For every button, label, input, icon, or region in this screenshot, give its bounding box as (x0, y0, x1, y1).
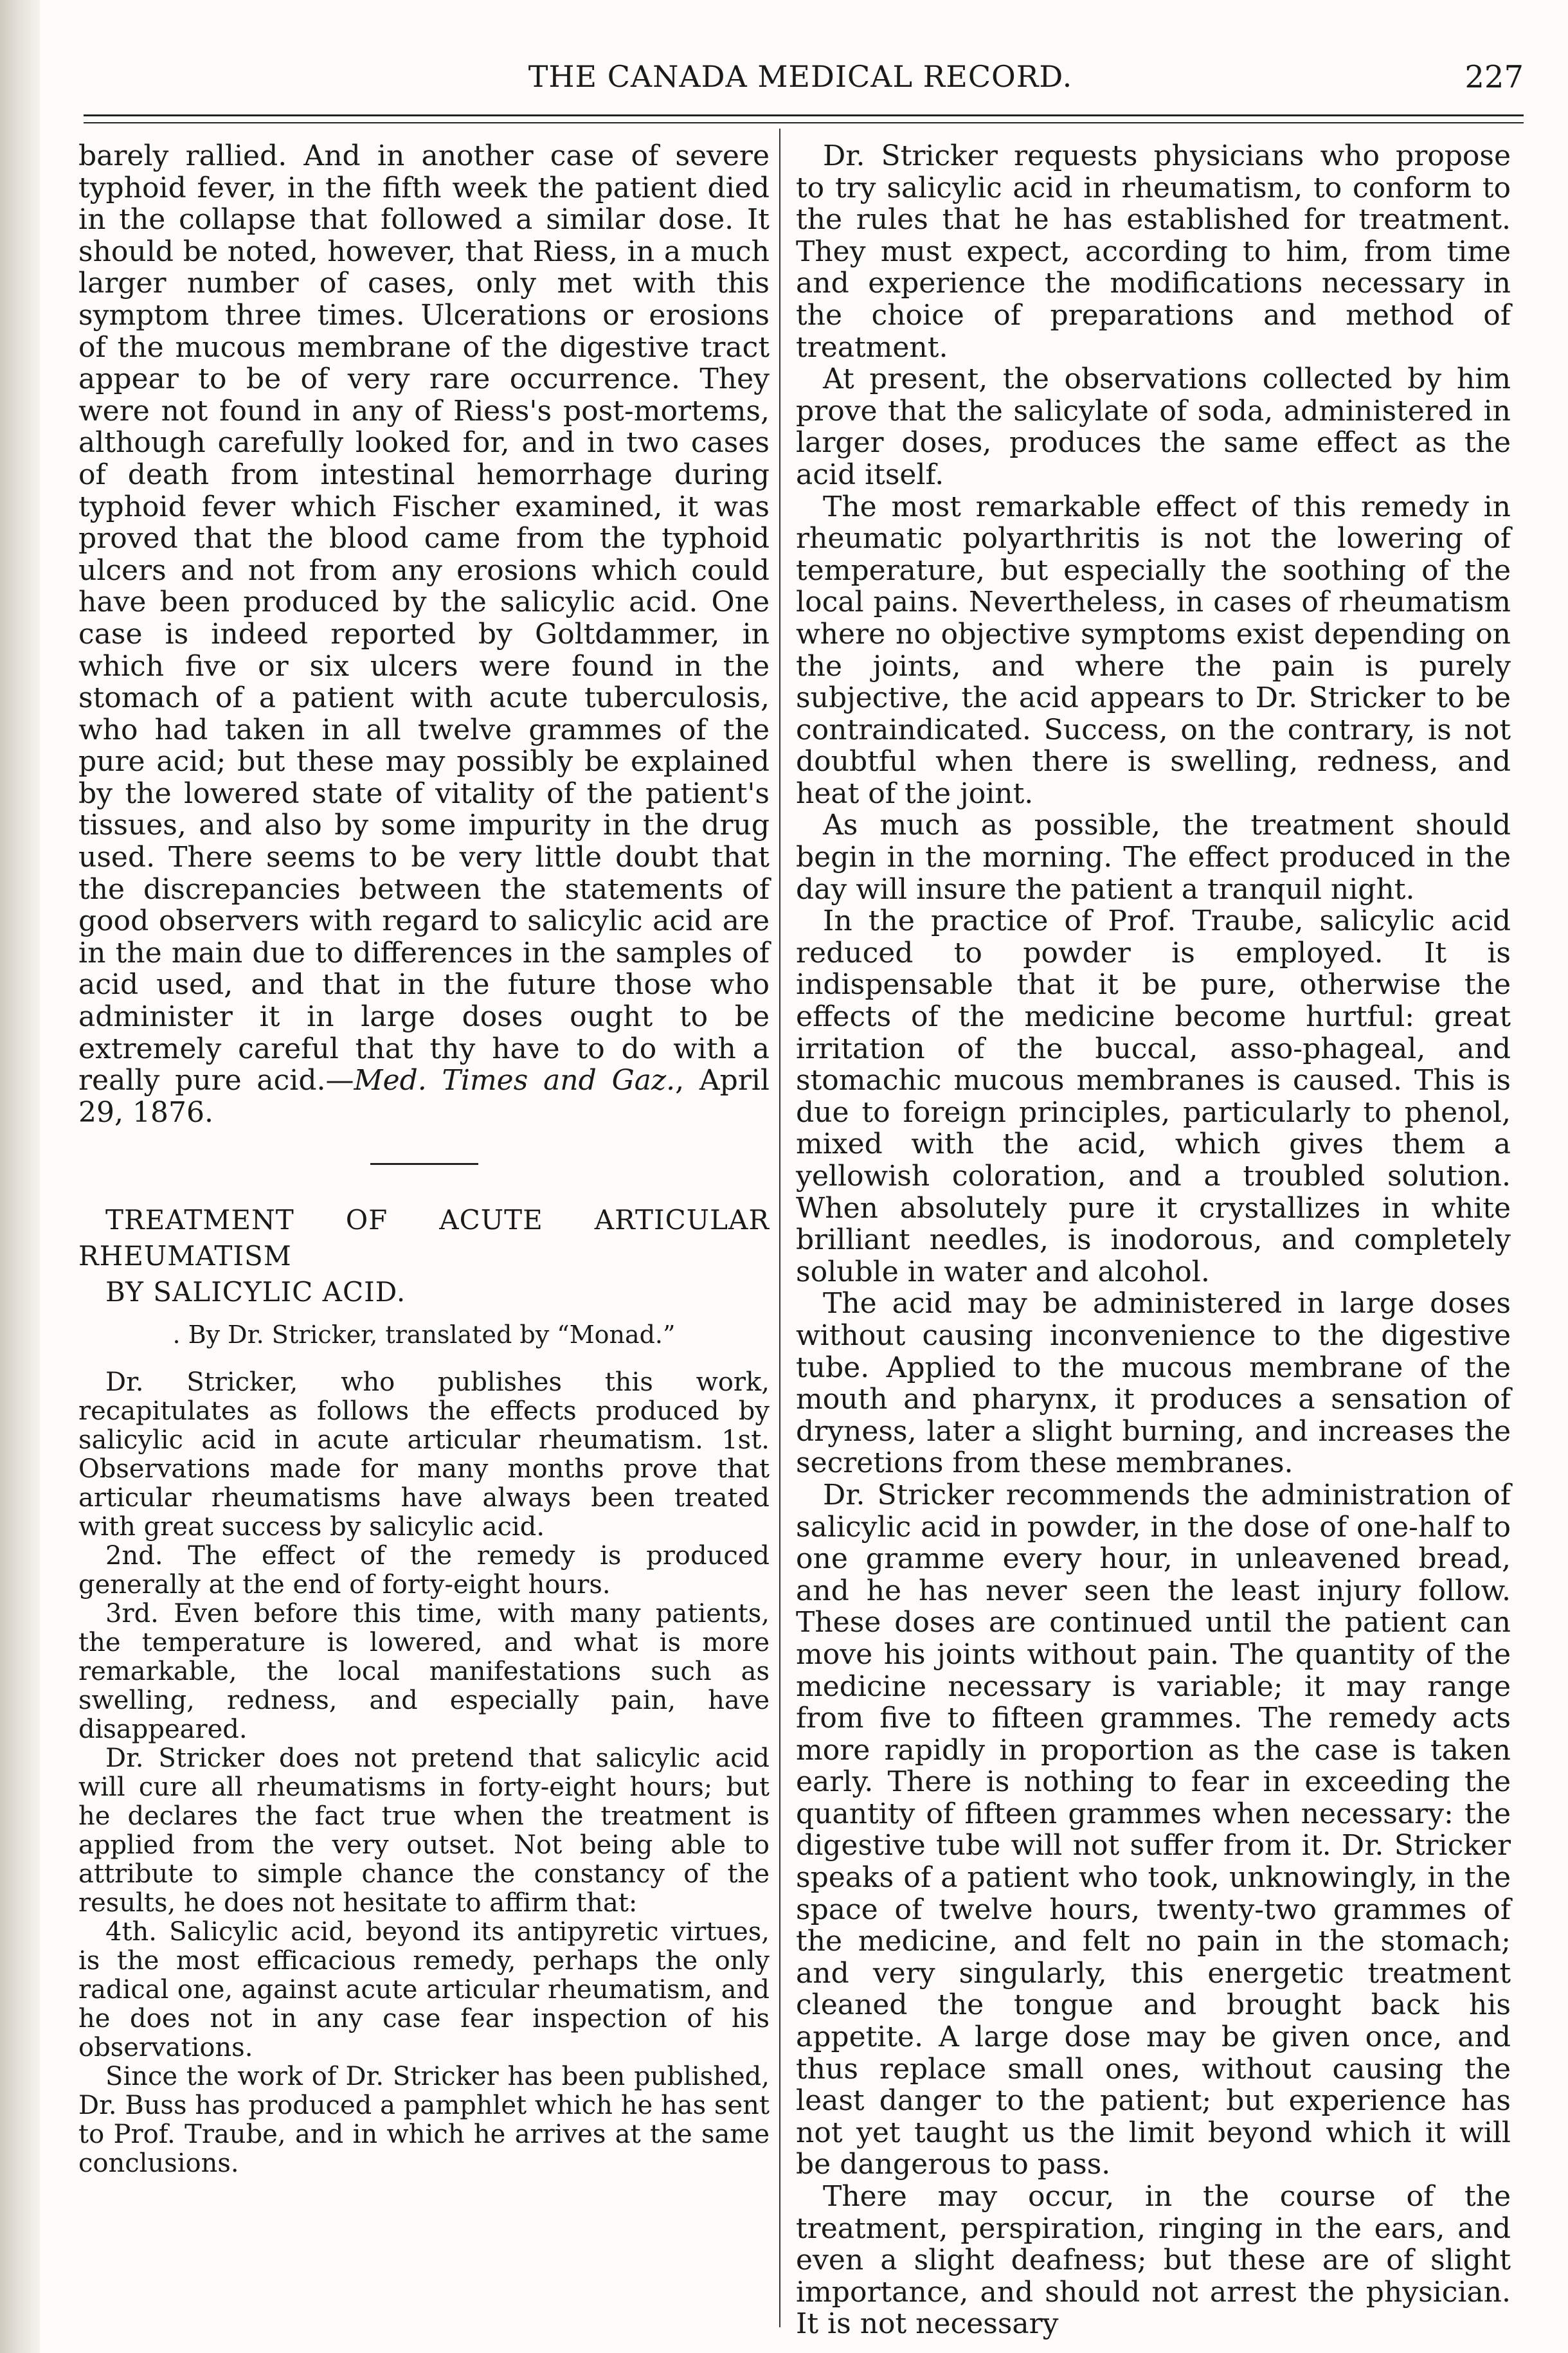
article-paragraph: Dr. Stricker, who publishes this work, recapitulates as follows the effects produced by salicylic acid in acute articular rheumatism. 1st. Observations made for many months prove that articular rheumatisms have always been treated with great success by salicylic acid. (78, 1367, 770, 1542)
continued-text: barely rallied. And in another case of severe typhoid fever, in the fifth week the patient died in the collapse that followed a similar dose. It should be noted, however, that Riess, in a much larger number of cases, only met with this symptom three times. Ulcerations or erosions of the mucous membrane of the digestive tract appear to be of very rare occurrence. They were not found in any of Riess's post-mortems, although carefully looked for, and in two cases of death from intestinal hemorrhage during typhoid fever which Fischer examined, it was proved that the blood came from the typhoid ulcers and not from any erosions which could have been produced by the salicylic acid. One case is indeed reported by Goltdammer, in which five or six ulcers were found in the stomach of a patient with acute tuberculosis, who had taken in all twelve grammes of the pure acid; but these may possibly be explained by the lowered state of vitality of the patient's tissues, and also by some impurity in the drug used. There seems to be very little doubt that the discrepancies between the statements of good observers with regard to salicylic acid are in the main due to differences in the samples of acid used, and that in the future those who administer it in large doses ought to be extremely careful that thy have to do with a really pure acid.— (78, 140, 770, 1097)
article-heading-line2: BY SALICYLIC ACID. (105, 1276, 406, 1308)
article-paragraph: Dr. Stricker recommends the administration of salicylic acid in powder, in the dose of one-half to one gramme every hour, in unleavened bread, and he has never seen the least injury follow. These doses are continued until the patient can move his joints without pain. The quantity of the medicine necessary is variable; it may range from five to fifteen grammes. The remedy acts more rapidly in proportion as the case is taken early. There is nothing to fear in exceeding the quantity of fifteen grammes when necessary: the digestive tube will not suffer from it. Dr. Stricker speaks of a patient who took, unknowingly, in the space of twelve hours, twenty-two grammes of the medicine, and felt no pain in the stomach; and very singularly, this energetic treatment cleaned the tongue and brought back his appetite. A large dose may be given once, and thus replace small ones, without causing the least danger to the patient; but experience has not yet taught us the limit beyond which it will be dangerous to pass. (796, 1478, 1511, 2181)
article-paragraph: At present, the observations collected by him prove that the salicylate of soda, administered in larger doses, produces the same effect as the acid itself. (796, 363, 1511, 491)
section-separator (370, 1163, 478, 1165)
article-paragraph: There may occur, in the course of the treatment, perspiration, ringing in the ears, and even a slight deafness; but these are of slight importance, and should not arrest the physician. It is not necessary (796, 2180, 1511, 2341)
column-divider (779, 129, 780, 2327)
citation-source: Med. Times and Gaz. (354, 1064, 676, 1097)
continued-paragraph (78, 140, 770, 1128)
binding-edge (0, 0, 40, 2353)
right-column (796, 140, 1511, 2340)
article-paragraph: 4th. Salicylic acid, beyond its antipyretic virtues, is the most efficacious remedy, perhaps the only radical one, against acute articular rheumatism, and he does not in any case fear inspection of his observations. (78, 1917, 770, 2062)
article-paragraph: 3rd. Even before this time, with many patients, the temperature is lowered, and what is more remarkable, the local manifestations such as swelling, redness, and especially pain, have disappeared. (78, 1599, 770, 1744)
header-rule-thick (84, 114, 1524, 116)
journal-title: THE CANADA MEDICAL RECORD. (528, 59, 1073, 94)
article-paragraph: The most remarkable effect of this remedy in rheumatic polyarthritis is not the lowering of temperature, but especially the soothing of the local pains. Nevertheless, in cases of rheumatism where no objective symptoms exist depending on the joints, and where the pain is purely subjective, the acid appears to Dr. Stricker to be contraindicated. Success, on the contrary, is not doubtful when there is swelling, redness, and heat of the joint. (796, 490, 1511, 810)
article-paragraph: As much as possible, the treatment should begin in the morning. The effect produced in the day will insure the patient a tranquil night. (796, 809, 1511, 906)
left-column (78, 140, 770, 2178)
article-paragraph: Dr. Stricker does not pretend that salicylic acid will cure all rheumatisms in forty-eight hours; but he declares the fact true when the treatment is applied from the very outset. Not being able to attribute to simple chance the constancy of the results, he does not hesitate to affirm that: (78, 1744, 770, 1918)
article-paragraph: Since the work of Dr. Stricker has been published, Dr. Buss has produced a pamphlet which he has sent to Prof. Traube, and in which he arrives at the same conclusions. (78, 2062, 770, 2178)
article-byline: . By Dr. Stricker, translated by “Monad.” (172, 1321, 676, 1349)
article-paragraph: 2nd. The effect of the remedy is produced generally at the end of forty-eight hours. (78, 1541, 770, 1600)
page-number: 227 (1464, 59, 1524, 95)
article-paragraph: In the practice of Prof. Traube, salicylic acid reduced to powder is employed. It is indispensable that it be pure, otherwise the effects of the medicine become hurtful: great irritation of the buccal, asso-phageal, and stomachic mucous membranes is caused. This is due to foreign principles, particularly to phenol, mixed with the acid, which gives them a yellowish coloration, and a troubled solution. When absolutely pure it crystallizes in white brilliant needles, is inodorous, and completely soluble in water and alcohol. (796, 905, 1511, 1288)
article-paragraph: Dr. Stricker requests physicians who propose to try salicylic acid in rheumatism, to conform to the rules that he has established for treatment. They must expect, according to him, from time and experience the modifications necessary in the choice of preparations and method of treatment. (796, 140, 1511, 364)
article-paragraph: The acid may be administered in large doses without causing inconvenience to the digestive tube. Applied to the mucous membrane of the mouth and pharynx, it produces a sensation of dryness, later a slight burning, and increases the secretions from these membranes. (796, 1287, 1511, 1480)
running-header (77, 59, 1524, 104)
citation-date: , April 29, 1876. (78, 1064, 770, 1129)
article-heading-line1: TREATMENT OF ACUTE ARTICULAR RHEUMATISM (78, 1204, 770, 1272)
header-rule-thin (84, 122, 1524, 123)
